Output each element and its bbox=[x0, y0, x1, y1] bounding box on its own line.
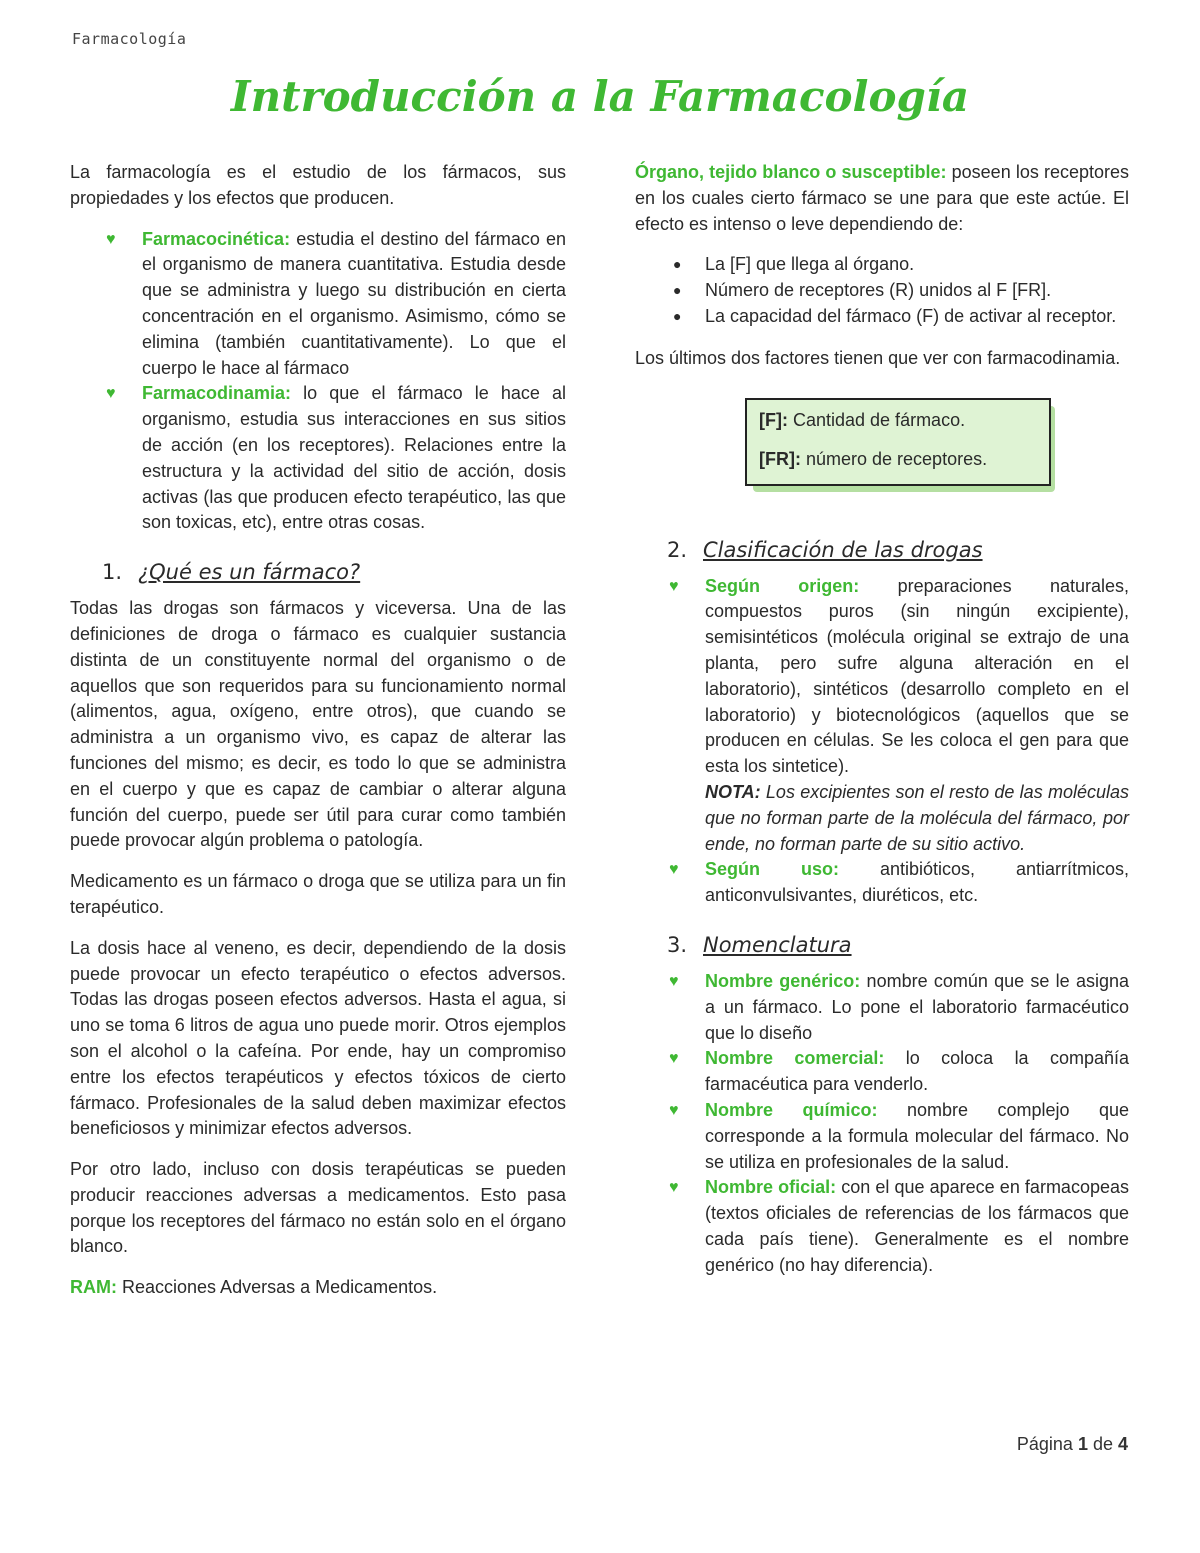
list-item-text: Número de receptores (R) unidos al F [FR]. bbox=[705, 280, 1052, 301]
list-item-text: La [F] que llega al órgano. bbox=[705, 254, 915, 275]
definition-f bbox=[759, 408, 1037, 434]
paragraph: Medicamento es un fármaco o droga que se utiliza para un fin terapéutico. bbox=[70, 871, 566, 917]
list-item bbox=[635, 1175, 1129, 1278]
bullet-dot-icon: ● bbox=[673, 256, 682, 273]
definition-text: poseen los receptores en los cuales cierto fármaco se une para que este actúe. El efecto es intenso o leve dependiendo de: bbox=[635, 162, 1130, 234]
definition-text: Reacciones Adversas a Medicamentos. bbox=[117, 1277, 438, 1298]
heart-bullet-icon: ♥ bbox=[106, 230, 116, 248]
list-item bbox=[635, 1046, 1129, 1098]
section-title: Clasificación de las drogas bbox=[703, 537, 983, 562]
definition-text: estudia el destino del fármaco en el organismo de manera cuantitativa. Estudia desde que se administra y luego su distribución en cierta concentración en el organismo. Asimismo, cómo se elimina (también cuantitativamente). Lo que el cuerpo le hace al fármaco bbox=[142, 228, 566, 378]
section-title: ¿Qué es un fármaco? bbox=[138, 560, 361, 585]
definition-text: Cantidad de fármaco. bbox=[787, 409, 966, 430]
bullet-dot-icon: ● bbox=[673, 307, 682, 324]
list-item bbox=[635, 252, 1129, 278]
section-heading-2 bbox=[635, 536, 1129, 564]
term-farmacocinetica: Farmacocinética: bbox=[142, 228, 291, 249]
ram-definition bbox=[70, 1275, 566, 1301]
term-fr: [FR]: bbox=[759, 449, 801, 470]
pharmacology-branches-list bbox=[70, 227, 566, 537]
section-number: 3. bbox=[667, 932, 688, 957]
term-organo: Órgano, tejido blanco o susceptible: bbox=[635, 162, 947, 182]
heart-bullet-icon: ♥ bbox=[669, 577, 679, 595]
term-ram: RAM: bbox=[70, 1277, 117, 1298]
paragraph: La dosis hace al veneno, es decir, dependiendo de la dosis puede provocar un efecto terapéutico o efectos adversos. Todas las drogas poseen efectos adversos. Hasta el agua, si uno se toma 6 litros de agua uno puede morir. Otros ejemplos son el alcohol o la cafeína. Por ende, hay un compromiso entre los efectos terapéuticos y efectos tóxicos de cierto fármaco. Profesionales de la salud deben maximizar efectos beneficiosos y minimizar efectos adversos. bbox=[70, 937, 566, 1139]
list-item bbox=[635, 574, 1129, 858]
term-nombre-quimico: Nombre químico: bbox=[705, 1099, 878, 1120]
heart-bullet-icon: ♥ bbox=[669, 1179, 679, 1197]
factors-paragraph: Los últimos dos factores tienen que ver con farmacodinamia. bbox=[635, 347, 1121, 368]
right-column bbox=[635, 160, 1129, 1293]
term-segun-origen: Según origen: bbox=[705, 575, 860, 596]
classification-list bbox=[635, 574, 1129, 909]
total-pages: 4 bbox=[1117, 1434, 1128, 1454]
section-heading-3 bbox=[635, 931, 1129, 959]
heart-bullet-icon: ♥ bbox=[669, 972, 679, 990]
header-label: Farmacología bbox=[72, 30, 187, 48]
note-text: Los excipientes son el resto de las moléculas que no forman parte de la molécula del fármaco, por ende, no forman parte de su sitio activo. bbox=[705, 781, 1129, 854]
bullet-dot-icon: ● bbox=[673, 282, 682, 299]
note-label: NOTA: bbox=[705, 781, 761, 802]
definition-fr bbox=[759, 447, 1037, 473]
heart-bullet-icon: ♥ bbox=[106, 385, 116, 403]
nomenclature-list bbox=[635, 969, 1129, 1279]
list-item bbox=[635, 1098, 1129, 1175]
term-segun-uso: Según uso: bbox=[705, 859, 839, 880]
term-nombre-comercial: Nombre comercial: bbox=[705, 1048, 885, 1069]
term-f: [F]: bbox=[759, 409, 788, 430]
term-nombre-generico: Nombre genérico: bbox=[705, 970, 861, 991]
section-title: Nomenclatura bbox=[703, 932, 852, 957]
definition-text: nombre común que se le asigna a un fármaco. Lo pone el laboratorio farmacéutico que lo diseño bbox=[705, 970, 1129, 1043]
definition-box-wrapper bbox=[635, 394, 1129, 514]
page-footer bbox=[1017, 1434, 1128, 1455]
paragraph: Por otro lado, incluso con dosis terapéuticas se pueden producir reacciones adversas a medicamentos. Esto pasa porque los receptores del fármaco no están solo en el órgano blanco. bbox=[70, 1159, 566, 1257]
list-item bbox=[635, 278, 1129, 304]
list-item bbox=[70, 227, 566, 382]
effect-factors-list bbox=[635, 252, 1129, 329]
footer-mid: de bbox=[1087, 1434, 1118, 1454]
definition-text: con el que aparece en farmacopeas (textos oficiales de referencias de los fármacos que cada país tiene). Generalmente es el nombre genérico (no hay diferencia). bbox=[705, 1177, 1129, 1275]
section-heading-1 bbox=[70, 558, 566, 586]
heart-bullet-icon: ♥ bbox=[669, 1101, 679, 1119]
list-item-text: La capacidad del fármaco (F) de activar al receptor. bbox=[705, 305, 1117, 326]
heart-bullet-icon: ♥ bbox=[669, 1050, 679, 1068]
section-number: 2. bbox=[667, 537, 688, 562]
definition-text: número de receptores. bbox=[800, 449, 988, 470]
list-item bbox=[70, 381, 566, 536]
definition-text: lo que el fármaco le hace al organismo, estudia sus interacciones en sus sitios de acción (en los receptores). Relaciones entre la estructura y la actividad del sitio de acción, dosis activas (las que producen efecto terapéutico, las que son toxicas, etc), entre otras cosas. bbox=[142, 383, 566, 533]
organ-paragraph bbox=[635, 160, 1129, 237]
list-item bbox=[635, 304, 1129, 330]
definition-text: antibióticos, antiarrítmicos, anticonvulsivantes, diuréticos, etc. bbox=[705, 859, 1129, 906]
definition-text: preparaciones naturales, compuestos puros (sin ningún excipiente), semisintéticos (molécula original se extrajo de una planta, pero sufre alguna alteración en el laboratorio), sintéticos (desarrollo completo en el laboratorio) y biotecnológicos (aquellos que se producen en células. Se les coloca el gen para que esta los sintetice). bbox=[705, 575, 1130, 777]
list-item bbox=[635, 969, 1129, 1046]
paragraph: Todas las drogas son fármacos y viceversa. Una de las definiciones de droga o fármaco es cualquier sustancia distinta de un constituyente normal del organismo o de aquellos que son requeridos para su funcionamiento normal (alimentos, agua, oxígeno, entre otros), que cuando se administra a un organismo vivo, es capaz de alterar las funciones del mismo; es decir, es todo lo que se administra en el cuerpo y que es capaz de cambiar o alterar alguna función del cuerpo, puede ser útil para curar como también puede provocar algún problema o patología. bbox=[70, 598, 566, 851]
section-number: 1. bbox=[102, 560, 123, 585]
intro-paragraph: La farmacología es el estudio de los fármacos, sus propiedades y los efectos que producen. bbox=[70, 162, 566, 208]
page-title: Introducción a la Farmacología bbox=[230, 72, 970, 121]
definition-box bbox=[745, 398, 1051, 486]
heart-bullet-icon: ♥ bbox=[669, 861, 679, 879]
footer-prefix: Página bbox=[1016, 1434, 1078, 1454]
current-page-number: 1 bbox=[1077, 1434, 1088, 1454]
list-item bbox=[635, 857, 1129, 909]
left-column bbox=[70, 160, 566, 1316]
definition-text: lo coloca la compañía farmacéutica para venderlo. bbox=[705, 1048, 1129, 1095]
term-farmacodinamia: Farmacodinamia: bbox=[142, 383, 292, 404]
term-nombre-oficial: Nombre oficial: bbox=[705, 1177, 837, 1198]
definition-text: nombre complejo que corresponde a la formula molecular del fármaco. No se utiliza en profesionales de la salud. bbox=[705, 1099, 1129, 1172]
note bbox=[705, 780, 1129, 857]
